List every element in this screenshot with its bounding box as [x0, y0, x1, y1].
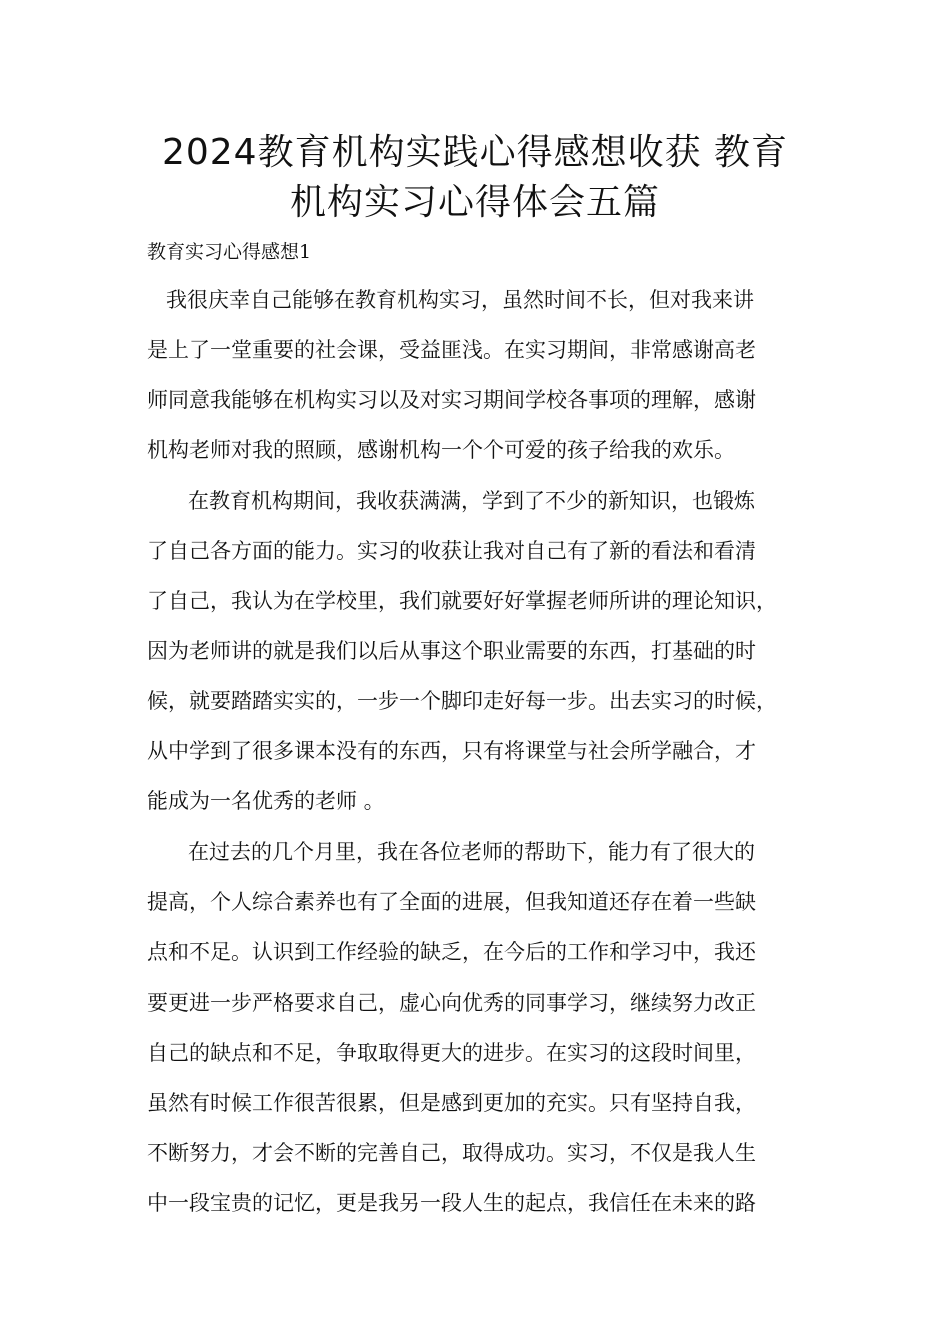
body-line: 了自己各方面的能力。实习的收获让我对自己有了新的看法和看清 [147, 539, 756, 563]
section-heading: 教育实习心得感想1 [147, 241, 312, 263]
body-line: 从中学到了很多课本没有的东西，只有将课堂与社会所学融合，才 [147, 739, 756, 763]
body-line: 机构老师对我的照顾，感谢机构一个个可爱的孩子给我的欢乐。 [147, 438, 735, 462]
body-line: 自己的缺点和不足，争取取得更大的进步。在实习的这段时间里， [147, 1041, 756, 1065]
body-line: 能成为一名优秀的老师 。 [147, 789, 385, 813]
document-title-line-2: 机构实习心得体会五篇 [289, 182, 660, 223]
body-line: 提高，个人综合素养也有了全面的进展，但我知道还存在着一些缺 [147, 890, 756, 914]
body-line: 候，就要踏踏实实的，一步一个脚印走好每一步。出去实习的时候， [147, 689, 777, 713]
body-line: 点和不足。认识到工作经验的缺乏，在今后的工作和学习中，我还 [147, 940, 756, 964]
body-line: 在教育机构期间，我收获满满，学到了不少的新知识，也锻炼 [188, 489, 755, 513]
body-line: 是上了一堂重要的社会课，受益匪浅。在实习期间，非常感谢高老 [147, 338, 756, 362]
body-line: 不断努力，才会不断的完善自己，取得成功。实习，不仅是我人生 [147, 1141, 756, 1165]
body-line: 因为老师讲的就是我们以后从事这个职业需要的东西，打基础的时 [147, 639, 756, 663]
body-line: 中一段宝贵的记忆，更是我另一段人生的起点，我信任在未来的路 [147, 1191, 756, 1215]
body-line: 虽然有时候工作很苦很累，但是感到更加的充实。只有坚持自我， [147, 1091, 756, 1115]
body-line: 在过去的几个月里，我在各位老师的帮助下，能力有了很大的 [188, 840, 755, 864]
body-line: 了自己，我认为在学校里，我们就要好好掌握老师所讲的理论知识， [147, 589, 777, 613]
body-line: 我很庆幸自己能够在教育机构实习，虽然时间不长，但对我来讲 [166, 288, 754, 312]
document-title-line-1: 2024教育机构实践心得感想收获 教育 [161, 132, 789, 173]
body-line: 要更进一步严格要求自己，虚心向优秀的同事学习，继续努力改正 [147, 991, 756, 1015]
body-line: 师同意我能够在机构实习以及对实习期间学校各事项的理解，感谢 [147, 388, 756, 412]
